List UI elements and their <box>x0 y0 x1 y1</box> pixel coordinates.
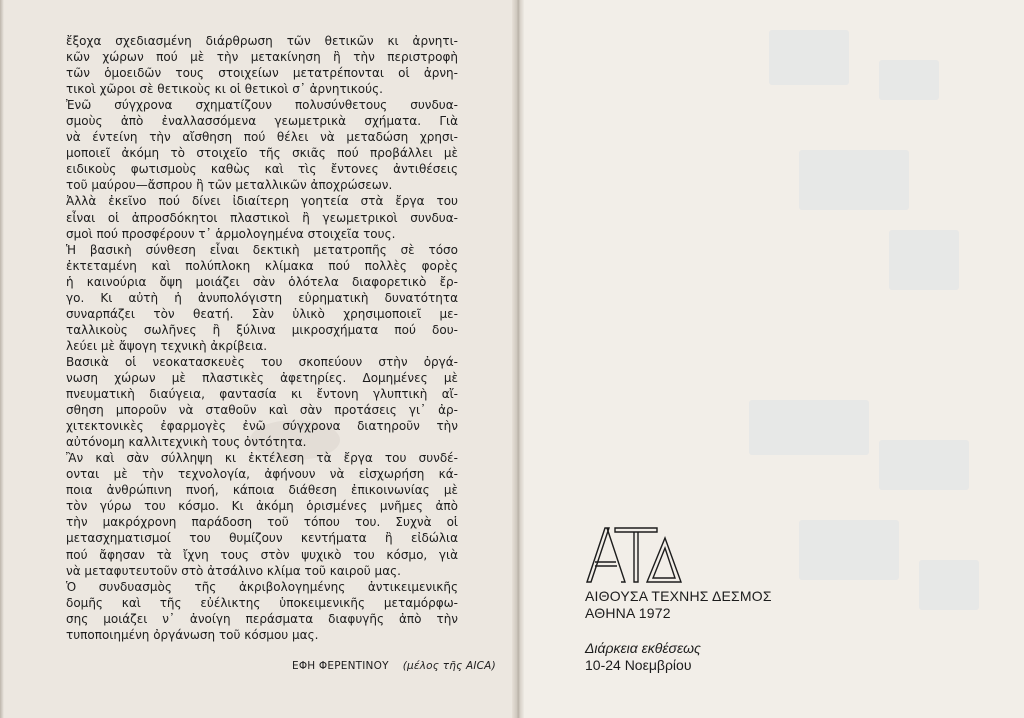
text-line: νωση χώρων μὲ πλαστικὲς ἀφετηρίες. Δομημένες μὲ <box>66 370 458 385</box>
text-line: μοποιεῖ ἀκόμη τὸ στοιχεῖο τῆς σκιᾶς πού προβάλλει μὲ <box>66 146 458 161</box>
text-line: τικοὶ χῶροι σὲ θετικοὺς κι οἱ θετικοὶ σ᾽ ἀρνητικούς. <box>66 82 383 97</box>
show-through-shape <box>769 30 849 85</box>
text-line: ταλλικοὺς σωλῆνες ἢ ξύλινα μικροσχήματα πού δου- <box>66 322 458 337</box>
book-gutter <box>512 0 524 718</box>
text-line: Βασικὰ οἱ νεοκατασκευὲς του σκοπεύουν στὴν ὀργά- <box>66 354 458 369</box>
text-line: Ἡ βασικὴ σύνθεση εἶναι δεκτικὴ μετατροπῆς σὲ τόσο <box>66 242 458 257</box>
author-name: ΕΦΗ ΦΕΡΕΝΤΙΝΟΥ <box>292 660 389 672</box>
text-line: μετασχηματισμοί του θυμίζουν κεντήματα ἢ εἰδώλια <box>66 531 458 546</box>
text-line: σης μοιάζει ν᾽ ἀνοίγη περάσματα διαφυγῆς ἀπὸ τὴν <box>66 611 458 626</box>
text-line: νὰ έντείνη τὴν αἴσθηση πού θέλει νὰ μεταδώση χρησι- <box>66 130 458 145</box>
text-line: Ἐνῶ σύγχρονα σχηματίζουν πολυσύνθετους συνδυα- <box>66 98 458 113</box>
text-line: ἔξοχα σχεδιασμένη διάρθρωση τῶν θετικῶν κι ἀρνητι- <box>66 34 458 48</box>
author-signature <box>292 660 496 672</box>
text-line: πού ἄφησαν τὰ ἴχνη τους στὸν ψυχικὸ του κόσμο, γιὰ <box>66 547 458 562</box>
text-line: Ὁ συνδυασμὸς τῆς ἀκριβολογημένης ἀντικειμενικῆς <box>66 579 458 594</box>
show-through-shape <box>879 440 969 490</box>
text-line: σθηση μποροῦν νὰ σταθοῦν καὶ σὰν προτάσεις γι᾽ ἀρ- <box>66 403 458 418</box>
text-line: τυποποιημένη ὀργάνωση τοῦ κόσμου μας. <box>66 627 319 642</box>
show-through-shape <box>799 520 899 580</box>
text-line: νὰ μεταφυτευτοῦν στὸ ἀτσάλινο κλίμα τοῦ καιροῦ μας. <box>66 563 401 578</box>
text-line: τὴν μακρόχρονη παράδοση τοῦ τόπου του. Συχνὰ οἱ <box>66 515 458 530</box>
text-line: σμοὶ πού προσφέρουν τ᾽ ἁρμολογημένα στοιχεῖα τους. <box>66 226 396 241</box>
text-line: κῶν χώρων πού μὲ τὴν μετακίνηση ἢ τὴν περιστροφὴ <box>66 50 458 65</box>
text-line: ειδικοὺς φωτισμοὺς καθὼς καὶ τὶς ἔντονες ἀντιθέσεις <box>66 162 458 177</box>
show-through-shape <box>879 60 939 100</box>
text-line: αὐτόνομη καλλιτεχνικὴ τους ὀντότητα. <box>66 435 307 450</box>
text-line: γο. Κι αὐτὴ ἡ ἀνυπολόγιστη εὑρηματικὴ δυνατότητα <box>66 290 458 305</box>
text-line: τὸν γύρω του κόσμο. Κι ἀκόμη ὁρισμένες μνῆμες ἀπὸ <box>66 499 458 514</box>
text-line: ἡ καινούρια ὄψη μοιάζει σὰν ὁλότελα διαφορετικὸ ἔρ- <box>66 274 458 289</box>
text-line: τοῦ μαύρου—ἄσπρου ἢ τῶν μεταλλικῶν ἀποχρώσεων. <box>66 178 393 193</box>
text-line: χιτεκτονικὲς ἐφαρμογὲς ἐνῶ σύγχρονα διατηροῦν τὴν <box>66 419 458 434</box>
text-line: πνευματικὴ διαύγεια, φαντασία κι ἔντονη γλυπτικὴ αἴ- <box>66 387 458 402</box>
duration-label: Διάρκεια εκθέσεως <box>585 640 701 656</box>
text-line: συναρπάζει τὸν θεατή. Σὰν ὑλικὸ χρησιμοποιεῖ με- <box>66 306 458 321</box>
text-line: σμοὺς ἀπὸ ἐναλλασσόμενα γεωμετρικὰ σχήματα. Γιὰ <box>66 114 458 129</box>
text-line: ονται μὲ τὴν τεχνολογία, ἀφήνουν νὰ εἰσχωρήση κά- <box>66 467 458 482</box>
essay-text <box>66 33 458 643</box>
author-affiliation: (μέλος τῆς AICA) <box>402 660 496 672</box>
text-line: Ἀλλὰ ἐκεῖνο πού δίνει ἰδιαίτερη γοητεία στὰ ἔργα του <box>66 194 458 209</box>
text-line: ποια ἀνθρώπινη πνοή, κάποια διάθεση ἐπικοινωνίας μὲ <box>66 483 458 498</box>
text-line: εἶναι οἱ ἀπροσδόκητοι πλαστικοὶ ἢ γεωμετρικοὶ συνδυα- <box>66 210 458 225</box>
atd-logo-icon <box>585 524 685 584</box>
gallery-name: ΑΙΘΟΥΣΑ ΤΕΧΝΗΣ ΔΕΣΜΟΣ <box>585 588 772 604</box>
city-year: ΑΘΗΝΑ 1972 <box>585 605 671 621</box>
text-line: λεύει μὲ ἄψογη τεχνικὴ ἀκρίβεια. <box>66 338 268 353</box>
text-line: τῶν ὁμοειδῶν τους στοιχείων μετατρέπονται οἱ ἀρνη- <box>66 66 458 81</box>
page-edge-shadow <box>0 0 4 718</box>
text-line: Ἂν καὶ σὰν σύλληψη κι ἐκτέλεση τὰ ἔργα του συνδέ- <box>66 451 458 466</box>
show-through-shape <box>799 150 909 210</box>
date-range: 10-24 Νοεμβρίου <box>585 657 692 673</box>
text-line: ἐκτεταμένη καὶ πολύπλοκη κλίμακα πού πολλὲς φορὲς <box>66 258 458 273</box>
gallery-info <box>585 588 772 622</box>
exhibition-dates <box>585 640 701 674</box>
show-through-shape <box>889 230 959 290</box>
show-through-shape <box>919 560 979 610</box>
text-line: δομῆς καὶ τῆς εὐέλικτης ὑποκειμενικῆς μεταμόρφω- <box>66 595 458 610</box>
show-through-shape <box>749 400 869 455</box>
